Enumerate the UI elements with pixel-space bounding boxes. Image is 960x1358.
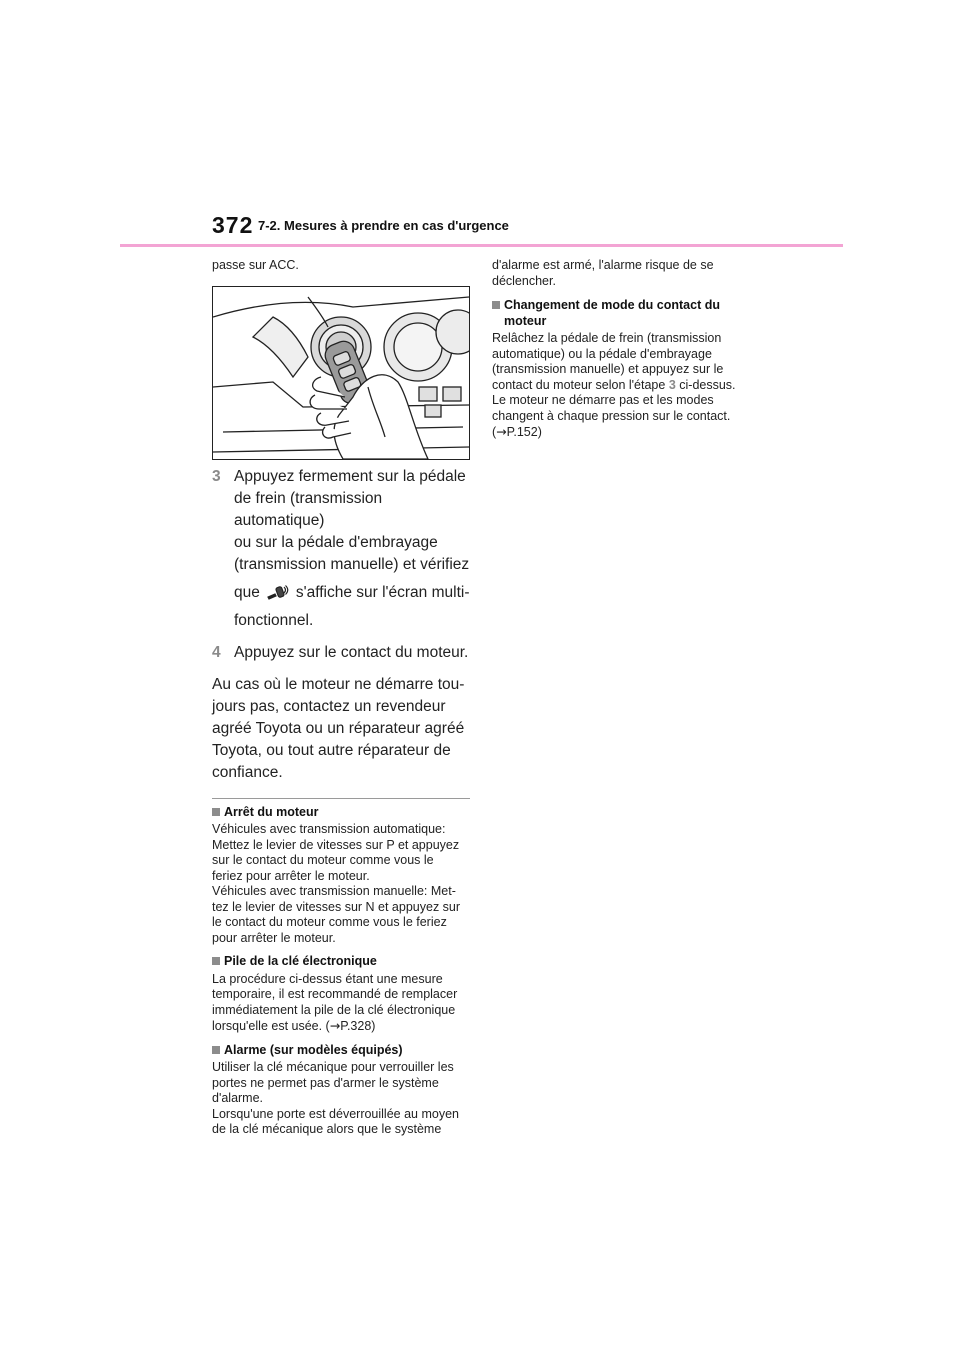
note-contact-mode xyxy=(492,298,750,441)
note-line: feriez pour arrêter le moteur. xyxy=(212,868,370,883)
page-reference-link[interactable]: P.152) xyxy=(506,425,542,439)
note-text: contact du moteur selon l'étape xyxy=(492,377,666,392)
note-body xyxy=(212,972,470,1035)
section-title: 7-2. Mesures à prendre en cas d'urgence xyxy=(258,218,509,233)
key-fob-figure xyxy=(212,286,470,460)
note-line: pour arrêter le moteur. xyxy=(212,930,336,945)
step-3-line-2: de frein (transmission automatique) xyxy=(234,489,383,529)
step-3-number: 3 xyxy=(212,467,221,485)
note-line: Relâchez la pédale de frein (transmission xyxy=(492,331,722,345)
note-key-battery xyxy=(212,954,470,1035)
note-text: ( xyxy=(492,425,497,439)
grey-square-bullet-icon xyxy=(212,1046,220,1054)
note-line-with-reference xyxy=(492,424,750,441)
note-title xyxy=(492,298,750,329)
step-4-number: 4 xyxy=(212,643,221,661)
note-line: Le moteur ne démarre pas et les modes xyxy=(492,393,714,407)
note-line: (transmission manuelle) et appuyez sur le xyxy=(492,362,724,376)
step-reference-number: 3 xyxy=(668,377,676,392)
note-title xyxy=(212,805,470,821)
step-3-line-4: (transmission manuelle) et vérifiez xyxy=(234,555,470,573)
notes-divider xyxy=(212,798,470,799)
note-line: le contact du moteur comme vous le feriez xyxy=(212,915,447,929)
note-title-text: Pile de la clé électronique xyxy=(224,954,377,968)
note-body xyxy=(212,822,470,946)
arrow-icon: → xyxy=(329,1018,341,1033)
note-text: ci-dessus. xyxy=(679,377,736,392)
note-line: Véhicules avec transmission manuelle: Met- xyxy=(212,884,456,898)
paragraph-line: Au cas où le moteur ne démarre tou- xyxy=(212,675,465,693)
key-fob-touching-start-button-illustration xyxy=(213,287,469,459)
note-line: immédiatement la pile de la clé électronique xyxy=(212,1002,456,1017)
note-line: Véhicules avec transmission automatique: xyxy=(212,822,446,836)
step-3-que: que xyxy=(234,583,260,601)
step-4-text: Appuyez sur le contact du moteur. xyxy=(234,643,469,661)
note-line: d'alarme est armé, l'alarme risque de se xyxy=(492,258,714,272)
step-4 xyxy=(212,642,470,664)
note-title-text: Alarme (sur modèles équipés) xyxy=(224,1042,403,1057)
grey-square-bullet-icon xyxy=(212,808,220,816)
note-line: de la clé mécanique alors que le système xyxy=(212,1122,442,1136)
note-body xyxy=(212,1060,470,1138)
intro-text: passe sur ACC. xyxy=(212,258,299,272)
note-alarm xyxy=(212,1043,470,1138)
right-column xyxy=(492,258,750,441)
paragraph-line: jours pas, contactez un revendeur xyxy=(212,697,446,715)
note-line: automatique) ou la pédale d'embrayage xyxy=(492,346,712,361)
step-3-line-6: fonctionnel. xyxy=(234,611,314,629)
note-line: Mettez le levier de vitesses sur P et appuyez xyxy=(212,837,460,852)
left-column xyxy=(212,258,470,1138)
arrow-icon: → xyxy=(496,424,507,439)
note-title xyxy=(212,1043,470,1059)
step-3 xyxy=(212,466,470,632)
page-number: 372 xyxy=(212,212,254,238)
note-line: sur le contact du moteur comme vous le xyxy=(212,853,434,867)
note-line: Utiliser la clé mécanique pour verrouiller les xyxy=(212,1060,454,1074)
header-rule xyxy=(120,244,843,247)
grey-square-bullet-icon xyxy=(492,301,500,309)
note-title-text: moteur xyxy=(504,313,547,328)
note-body xyxy=(492,331,750,441)
note-line: tez le levier de vitesses sur N et appuyez sur xyxy=(212,899,461,914)
note-line: déclencher. xyxy=(492,273,556,288)
note-line: temporaire, il est recommandé de remplacer xyxy=(212,987,458,1001)
note-title xyxy=(212,954,470,970)
note-line: portes ne permet pas d'armer le système xyxy=(212,1075,439,1090)
step-3-line-5 xyxy=(234,582,470,604)
note-line: changent à chaque pression sur le contact. xyxy=(492,408,731,423)
key-indicator-icon xyxy=(266,584,290,600)
page-reference-link[interactable]: P.328) xyxy=(340,1019,376,1033)
grey-square-bullet-icon xyxy=(212,957,220,965)
step-3-line-3: ou sur la pédale d'embrayage xyxy=(234,533,438,551)
step-3-after-icon: s'affiche sur l'écran multi- xyxy=(295,583,470,601)
paragraph-line: confiance. xyxy=(212,763,283,781)
note-line: d'alarme. xyxy=(212,1091,264,1105)
contact-dealer-paragraph xyxy=(212,674,470,784)
step-3-line-1: Appuyez fermement sur la pédale xyxy=(234,467,466,485)
alarm-continuation xyxy=(492,258,750,289)
note-line: Lorsqu'une porte est déverrouillée au moyen xyxy=(212,1106,459,1121)
note-title-text: Arrêt du moteur xyxy=(224,804,319,819)
note-engine-stop xyxy=(212,805,470,947)
note-line-with-step xyxy=(492,378,750,394)
note-line: La procédure ci-dessus étant une mesure xyxy=(212,971,443,986)
note-title-text: Changement de mode du contact du xyxy=(504,298,720,312)
note-line-with-reference xyxy=(212,1018,470,1035)
paragraph-line: agréé Toyota ou un réparateur agréé xyxy=(212,719,465,737)
note-text: lorsqu'elle est usée. ( xyxy=(212,1019,330,1033)
paragraph-line: Toyota, ou tout autre réparateur de xyxy=(212,741,451,759)
